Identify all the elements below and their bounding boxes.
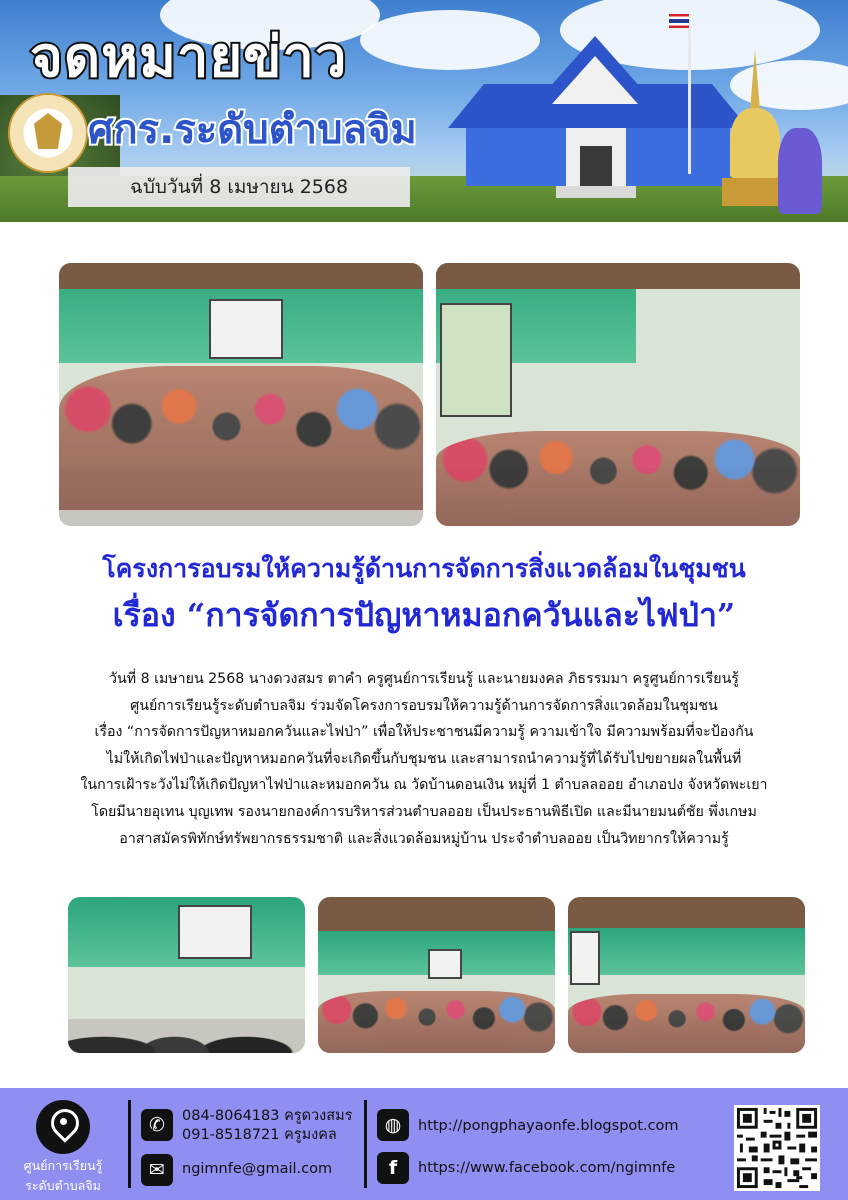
- facebook-icon: f: [377, 1152, 409, 1184]
- topic-title: เรื่อง “การจัดการปัญหาหมอกควันและไฟป่า”: [112, 596, 736, 634]
- issue-date: ฉบับวันที่ 8 เมษายน 2568: [68, 167, 410, 207]
- phone-2[interactable]: 091-8518721 ครูมงคล: [182, 1127, 337, 1143]
- body-line: อาสาสมัครพิทักษ์ทรัพยากรธรรมชาติ และสิ่งแวดล้อมหมู่บ้าน ประจำตำบลออย เป็นวิทยากรให้ความรู้: [119, 830, 729, 847]
- thai-flag-icon: [669, 14, 689, 28]
- org-label-line1: ศูนย์การเรียนรู้: [23, 1158, 103, 1173]
- divider: [364, 1100, 367, 1188]
- location-pin-icon: [36, 1100, 90, 1154]
- event-photo-audience-1: [68, 897, 305, 1053]
- org-label: [8, 1156, 118, 1196]
- blog-link[interactable]: http://pongphayaonfe.blogspot.com: [418, 1118, 679, 1134]
- nfe-seal-logo: [8, 93, 88, 173]
- body-line: ในการเฝ้าระวังไม่ให้เกิดปัญหาไฟป่าและหมอกควัน ณ วัดบ้านดอนเงิน หมู่ที่ 1 ตำบลลออย อำเภอปง จังหวัดพะเยา: [80, 777, 768, 794]
- event-photo-audience-2: [318, 897, 555, 1053]
- event-photo-speaker: [436, 263, 800, 526]
- event-photo-audience-3: [568, 897, 805, 1053]
- phone-1[interactable]: 084-8064183 ครูดวงสมร: [182, 1108, 353, 1124]
- header-banner: [0, 0, 848, 222]
- naga-statue: [778, 128, 822, 214]
- article-body: [20, 666, 828, 852]
- mail-icon: ✉: [141, 1154, 173, 1186]
- body-line: โดยมีนายอุเทน บุญเทพ รองนายกองค์การบริหารส่วนตำบลออย เป็นประธานพิธีเปิด และมีนายมนต์ชัย พึ่งเกษม: [91, 803, 757, 820]
- qr-code[interactable]: [734, 1105, 820, 1191]
- newsletter-title: จดหมายข่าว: [30, 25, 348, 90]
- body-line: เรื่อง “การจัดการปัญหาหมอกควันและไฟป่า” เพื่อให้ประชาชนมีความรู้ ความเข้าใจ มีความพร้อมที่จะป้องกัน: [94, 724, 754, 741]
- email-link[interactable]: ngimnfe@gmail.com: [182, 1161, 333, 1177]
- flagpole: [688, 14, 691, 174]
- facebook-link[interactable]: https://www.facebook.com/ngimnfe: [418, 1160, 676, 1176]
- org-label-line2: ระดับตำบลจิม: [25, 1178, 101, 1193]
- divider: [128, 1100, 131, 1188]
- body-line: ไม่ให้เกิดไฟป่าและปัญหาหมอกควันที่จะเกิดขึ้นกับชุมชน และสามารถนำความรู้ที่ได้รับไปขยายผลในพื้นที่: [106, 750, 742, 767]
- project-title: โครงการอบรมให้ความรู้ด้านการจัดการสิ่งแวดล้อมในชุมชน: [102, 554, 746, 583]
- center-name: ศกร.ระดับตำบลจิม: [88, 107, 417, 153]
- phone-icon: ✆: [141, 1109, 173, 1141]
- body-line: ศูนย์การเรียนรู้ระดับตำบลจิม ร่วมจัดโครงการอบรมให้ความรู้ด้านการจัดการสิ่งแวดล้อมในชุมชน: [130, 697, 718, 714]
- body-line: วันที่ 8 เมษายน 2568 นางดวงสมร ตาคำ ครูศูนย์การเรียนรู้ และนายมงคล ภิธรรมมา ครูศูนย์การเรียนรู้: [109, 671, 739, 687]
- globe-icon: ◍: [377, 1109, 409, 1141]
- event-photo-group: [59, 263, 423, 526]
- contact-footer: [0, 1088, 848, 1200]
- learning-center-building: [448, 36, 748, 196]
